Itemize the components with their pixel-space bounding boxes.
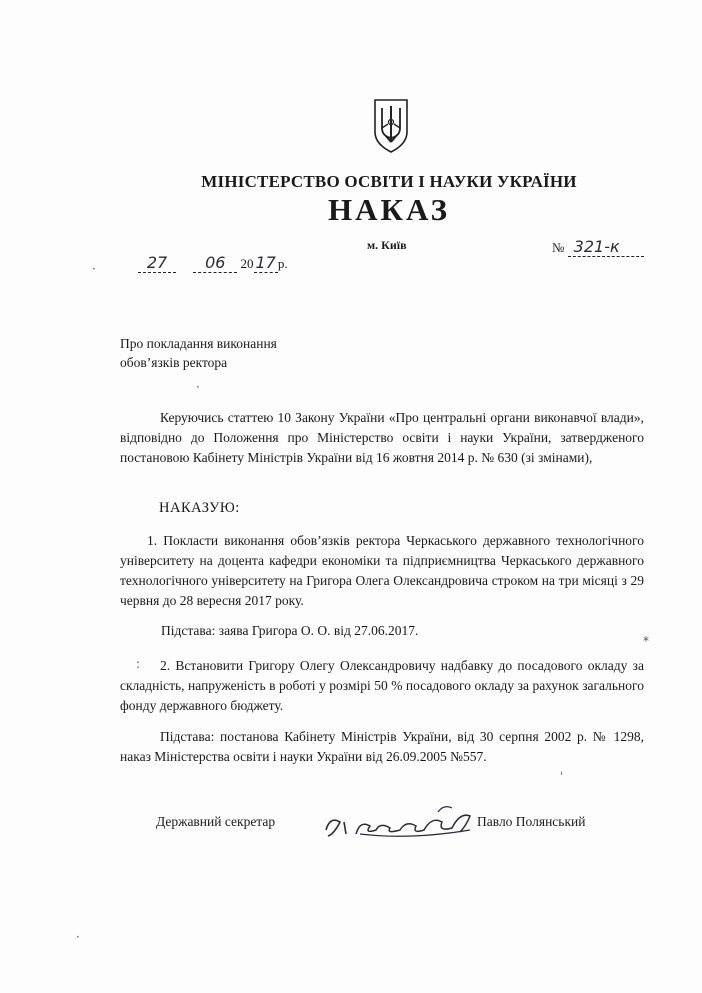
subject-line-2: обов’язків ректора (120, 355, 228, 370)
basis-paragraph: Керуючись статтею 10 Закону України «Про центральні органи виконавчої влади», відповідно до Положення про Міністерство освіти і науки України, затвердженого постановою Кабінету Міністрів України від 16 жовтня 2014 р. № 630 (зі змінами), (120, 410, 644, 465)
order-number (552, 237, 644, 257)
scan-speck: : (136, 657, 141, 671)
number-value: 321-к (568, 237, 644, 257)
ground-1: Підстава: заява Григора О. О. від 27.06.2017. (161, 623, 419, 638)
ground-2: Підстава: постанова Кабінету Міністрів України, від 30 серпня 2002 р. № 1298, наказ Міністерства освіти і науки України від 26.09.2005 №557. (120, 729, 644, 764)
subject-heading (120, 334, 420, 372)
date-year-suffix: 17 (255, 253, 276, 272)
trident-coat-of-arms-icon (372, 98, 410, 154)
handwritten-signature (320, 800, 480, 844)
date-year-end: р. (277, 256, 288, 271)
date-day: 27 (138, 253, 176, 273)
order-date (138, 253, 288, 273)
date-month: 06 (193, 253, 237, 273)
order-word: НАКАЗУЮ: (159, 500, 240, 516)
scan-speck: · (196, 380, 200, 394)
scan-speck: * (643, 634, 649, 648)
signer-name: Павло Полянський (477, 814, 586, 829)
scan-speck: · (76, 930, 80, 944)
order-item-1: 1. Покласти виконання обов’язків ректора Черкаського державного технологічного університету на доцента кафедри економіки та підприємництва Черкаського державного технологічного університету на Григора Олега Олександровича строком на три місяці з 29 червня до 28 вересня 2017 року. (120, 533, 644, 608)
order-item-2: 2. Встановити Григору Олегу Олександровичу надбавку до посадового окладу за складність, напруженість в роботі у розмірі 50 % посадового окладу за рахунок загального фонду державного бюджету. (120, 658, 644, 713)
ministry-name: МІНІСТЕРСТВО ОСВІТИ І НАУКИ УКРАЇНИ (201, 172, 577, 191)
subject-line-1: Про покладання виконання (120, 336, 277, 351)
signer-title: Державний секретар (156, 814, 276, 829)
document-type-title: НАКАЗ (328, 192, 450, 227)
city-label: м. Київ (367, 238, 407, 252)
date-year-prefix: 20 (240, 256, 254, 271)
number-sign: № (552, 240, 565, 255)
scan-speck: ˌ (560, 762, 564, 776)
scan-speck: · (92, 262, 96, 276)
